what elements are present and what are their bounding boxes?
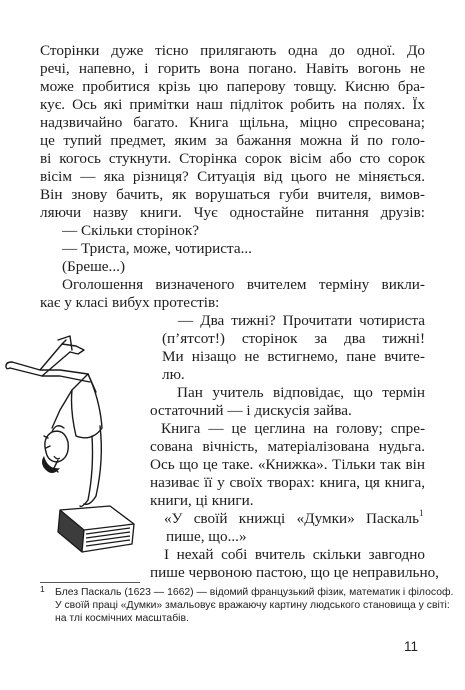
- text-line: Оголошення визначеного вчителем терміну викли-: [62, 276, 425, 293]
- text-line: Сторінки дуже тісно прилягають одна до одної. До: [40, 42, 425, 59]
- footnote-line: на тлі космічних масштабів.: [55, 613, 189, 624]
- text-line: Книга — це цеглина на голову; спре-: [161, 420, 425, 437]
- text-line: це тупий предмет, яким за бажання можна й по голо-: [40, 132, 425, 149]
- text-line: І нехай собі вчитель скільки завгодно: [164, 546, 425, 563]
- text-line-content: «У своїй книжці «Думки» Паскаль: [164, 510, 419, 527]
- text-line: Ось що це таке. «Книжка». Тільки так він: [150, 456, 425, 473]
- text-line: лю.: [162, 366, 185, 383]
- dialogue-line: — Триста, може, чотириста...: [62, 240, 252, 257]
- text-line: Ми нізащо не встигнемо, пане вчите-: [162, 348, 425, 365]
- footnote-line: Блез Паскаль (1623 — 1662) — відомий французький фізик, математик і філософ.: [55, 587, 454, 598]
- text-line: [164, 510, 419, 528]
- text-line: сована вічність, матеріалізована нудьга.: [150, 438, 425, 455]
- page-number: 11: [403, 639, 418, 654]
- footnote-rule: [40, 582, 140, 583]
- text-line: ляючи назву книги. Чує одностайне питання друзів:: [40, 204, 425, 221]
- handstand-figure-illustration: [0, 310, 150, 560]
- text-line: Він знову бачить, як ворушаться губи вчителя, вимов-: [40, 186, 425, 203]
- text-line: остаточний — і дискусія зайва.: [150, 402, 352, 419]
- footnote-line: У своїй праці «Думки» змальовує вражаючу картину людського становища у світі:: [55, 600, 450, 611]
- text-line: кує. Ось які примітки наш підліток робить на полях. Їх: [40, 96, 425, 113]
- text-line: пише, що...»: [166, 528, 247, 545]
- text-line: речі, напевно, і горить вона погано. Навіть вогонь не: [40, 60, 425, 77]
- text-line: ві когось стукнути. Сторінка сорок вісім або сто сорок: [40, 150, 425, 167]
- text-line: вісім — яка різниця? Ситуація від цього не міняється.: [40, 168, 425, 185]
- footnote-reference: 1: [419, 508, 424, 518]
- text-line: називає її у своїх творах: книга, ця книга,: [150, 474, 425, 491]
- text-line: пише червоною пастою, що це неправильно,: [150, 564, 439, 581]
- text-line: кає у класі вибух протестів:: [40, 294, 220, 311]
- text-line: Пан учитель відповідає, що термін: [177, 384, 425, 401]
- text-line: (п’ятсот!) сторінок за два тижні!: [162, 330, 425, 347]
- dialogue-line: — Скільки сторінок?: [62, 222, 199, 239]
- footnote-marker: 1: [40, 584, 45, 594]
- text-line: — Два тижні? Прочитати чотириста: [178, 312, 425, 329]
- dialogue-line: (Бреше...): [62, 258, 125, 275]
- text-line: книги, ці книги.: [150, 492, 254, 509]
- text-line: надзвичайно багато. Книга щільна, міцно спресована;: [40, 114, 425, 131]
- text-line: може пробитися крізь цю паперову товщу. Кисню бра-: [40, 78, 425, 95]
